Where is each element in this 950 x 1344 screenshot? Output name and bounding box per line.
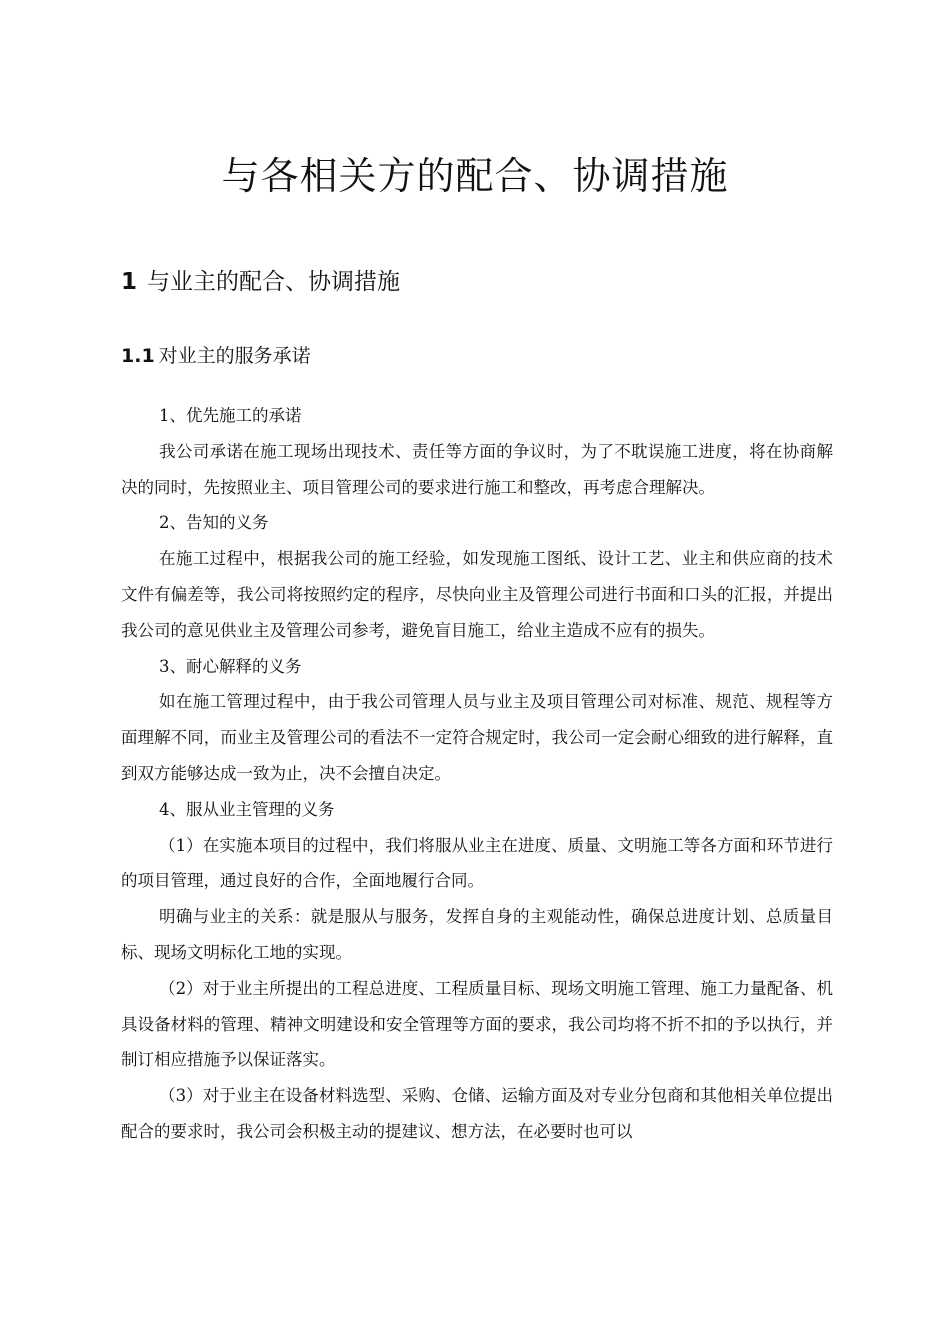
document-title: 与各相关方的配合、协调措施 <box>221 154 729 198</box>
section-heading-1 <box>121 263 400 296</box>
paragraph: 如在施工管理过程中，由于我公司管理人员与业主及项目管理公司对标准、规范、规程等方面理解不同，而业主及管理公司的看法不一定符合规定时，我公司一定会耐心细致的进行解释，直到双方能够达成一致为止，决不会擅自决定。 <box>121 692 833 783</box>
list-heading: 2、告知的义务 <box>159 513 269 533</box>
paragraph: 在施工过程中，根据我公司的施工经验，如发现施工图纸、设计工艺、业主和供应商的技术文件有偏差等，我公司将按照约定的程序，尽快向业主及管理公司进行书面和口头的汇报，并提出我公司的意见供业主及管理公司参考，避免盲目施工，给业主造成不应有的损失。 <box>121 549 833 640</box>
section-title: 与业主的配合、协调措施 <box>147 269 401 295</box>
list-heading: 4、服从业主管理的义务 <box>159 799 335 819</box>
paragraph: （1）在实施本项目的过程中，我们将服从业主在进度、质量、文明施工等各方面和环节进行的项目管理，通过良好的合作，全面地履行合同。 <box>121 835 833 891</box>
list-heading: 1、优先施工的承诺 <box>159 406 302 425</box>
paragraph: （3）对于业主在设备材料选型、采购、仓储、运输方面及对专业分包商和其他相关单位提出配合的要求时，我公司会积极主动的提建议、想方法，在必要时也可以 <box>121 1086 833 1141</box>
paragraph: 明确与业主的关系：就是服从与服务，发挥自身的主观能动性，确保总进度计划、总质量目标、现场文明标化工地的实现。 <box>121 907 833 962</box>
subsection-number: 1.1 <box>121 345 155 367</box>
paragraph: （2）对于业主所提出的工程总进度、工程质量目标、现场文明施工管理、施工力量配备、机具设备材料的管理、精神文明建设和安全管理等方面的要求，我公司均将不折不扣的予以执行，并制订相应措施予以保证落实。 <box>121 978 833 1070</box>
subsection-heading-1-1 <box>121 341 311 368</box>
section-number: 1 <box>121 269 138 295</box>
document-body <box>121 398 833 1150</box>
subsection-title: 对业主的服务承诺 <box>158 345 311 367</box>
list-heading: 3、耐心解释的义务 <box>159 656 302 676</box>
paragraph: 我公司承诺在施工现场出现技术、责任等方面的争议时，为了不耽误施工进度，将在协商解决的同时，先按照业主、项目管理公司的要求进行施工和整改，再考虑合理解决。 <box>121 441 833 497</box>
